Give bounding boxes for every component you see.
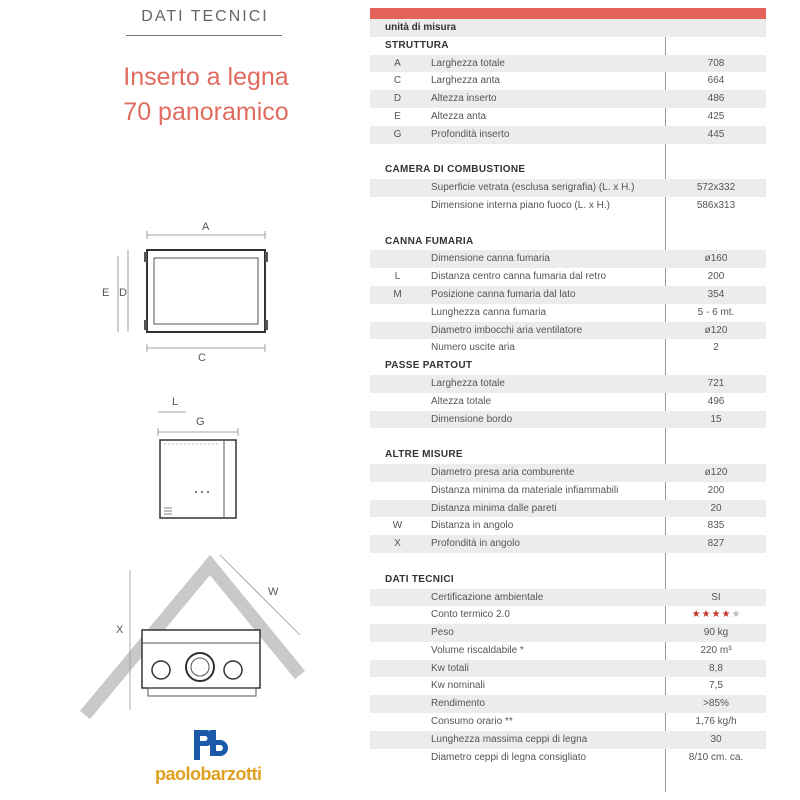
row-label: Superficie vetrata (esclusa serigrafia) (L. x H.): [431, 182, 635, 194]
rating-star-empty: ★: [731, 609, 741, 621]
row-label: Dimensione interna piano fuoco (L. x H.): [431, 199, 610, 211]
unit-of-measure-row: [370, 19, 766, 37]
row-label: Rendimento: [431, 698, 485, 710]
unit-of-measure-label: unità di misura: [385, 22, 457, 33]
spacer-row: [370, 553, 766, 571]
row-code: W: [392, 520, 403, 532]
dim-label-a: A: [202, 221, 210, 233]
section-header-row: [370, 446, 766, 464]
row-value: 15: [710, 413, 722, 425]
row-label: Kw nominali: [431, 680, 485, 692]
row-label: Distanza centro canna fumaria dal retro: [431, 271, 607, 283]
row-value: 354: [707, 288, 725, 300]
row-value: ø120: [704, 466, 728, 478]
row-value: 1,76 kg/h: [695, 716, 737, 728]
row-label: Lunghezza massima ceppi di legna: [431, 733, 588, 745]
row-code: E: [394, 110, 401, 122]
row-value: 200: [707, 271, 725, 283]
section-title: STRUTTURA: [385, 39, 449, 51]
table-row: [370, 411, 766, 429]
row-code: G: [393, 128, 402, 140]
row-value: 8,8: [709, 662, 723, 674]
row-value: 835: [707, 520, 725, 532]
row-value: 425: [707, 110, 725, 122]
row-value: [666, 606, 766, 624]
row-value: ø160: [704, 253, 728, 265]
table-row: [370, 731, 766, 749]
section-header-row: [370, 571, 766, 589]
row-label: Numero uscite aria: [431, 342, 515, 354]
section-header-row: [370, 357, 766, 375]
header-divider: [126, 35, 282, 36]
table-row: [370, 322, 766, 340]
dim-label-w: W: [268, 586, 279, 598]
row-value: 708: [707, 57, 725, 69]
spacer-row: [370, 215, 766, 233]
dim-label-e: E: [102, 287, 110, 299]
brand-logo-text: paolobarzotti: [155, 764, 262, 784]
side-view-drawing: [150, 400, 260, 525]
row-value: >85%: [703, 698, 729, 710]
row-code: D: [393, 93, 402, 105]
dim-label-l: L: [172, 396, 179, 408]
row-code: X: [394, 538, 401, 550]
row-value: 486: [707, 93, 725, 105]
row-value: 220 m³: [700, 644, 732, 656]
row-label: Distanza minima da materiale infiammabili: [431, 484, 619, 496]
row-value: 664: [707, 75, 725, 87]
section-title: ALTRE MISURE: [385, 449, 463, 461]
row-label: Altezza totale: [431, 395, 492, 407]
row-label: Distanza in angolo: [431, 520, 514, 532]
row-value: 827: [707, 538, 725, 550]
row-value: 572x332: [696, 182, 736, 194]
product-title-line2: 70 panoramico: [123, 98, 289, 126]
table-row: [370, 606, 766, 624]
row-label: Altezza anta: [431, 110, 487, 122]
table-row: [370, 286, 766, 304]
row-label: Certificazione ambientale: [431, 591, 544, 603]
row-label: Larghezza anta: [431, 75, 500, 87]
table-row: [370, 268, 766, 286]
product-title-line1: Inserto a legna: [123, 63, 289, 91]
table-row: [370, 179, 766, 197]
front-view-drawing: [100, 220, 290, 370]
page-header-title: DATI TECNICI: [141, 8, 269, 25]
technical-data-table: [370, 8, 766, 766]
table-body: [370, 19, 766, 766]
table-row: [370, 749, 766, 767]
dim-label-d: D: [119, 287, 127, 299]
section-header-row: [370, 161, 766, 179]
row-label: Diametro presa aria comburente: [431, 466, 575, 478]
row-label: Profondità inserto: [431, 128, 510, 140]
dim-label-x: X: [116, 624, 124, 636]
table-row: [370, 464, 766, 482]
row-value: 445: [707, 128, 725, 140]
row-code: L: [394, 271, 401, 283]
table-row: [370, 695, 766, 713]
row-value: 7,5: [709, 680, 723, 692]
row-value: SI: [711, 591, 721, 603]
section-header-row: [370, 37, 766, 55]
product-title: [96, 60, 316, 130]
section-title: PASSE PARTOUT: [385, 360, 473, 372]
table-row: [370, 197, 766, 215]
corner-view-drawing: [70, 545, 310, 720]
row-value: 90 kg: [703, 627, 729, 639]
table-row: [370, 304, 766, 322]
row-label: Consumo orario **: [431, 716, 513, 728]
row-code: M: [393, 288, 402, 300]
row-label: Kw totali: [431, 662, 469, 674]
row-label: Diametro imbocchi aria ventilatore: [431, 324, 583, 336]
section-header-row: [370, 233, 766, 251]
table-row: [370, 517, 766, 535]
row-value: 586x313: [696, 199, 736, 211]
table-row: [370, 482, 766, 500]
table-row: [370, 713, 766, 731]
dim-label-c: C: [198, 352, 206, 364]
dim-label-g: G: [196, 416, 205, 428]
spacer-row: [370, 428, 766, 446]
table-row: [370, 624, 766, 642]
row-value: 496: [707, 395, 725, 407]
section-title: CAMERA DI COMBUSTIONE: [385, 164, 526, 176]
row-label: Posizione canna fumaria dal lato: [431, 288, 576, 300]
row-value: 721: [707, 377, 725, 389]
table-row: [370, 250, 766, 268]
table-header-bar: [370, 8, 766, 19]
row-value: ø120: [704, 324, 728, 336]
section-title: DATI TECNICI: [385, 573, 454, 585]
row-value: 20: [710, 502, 722, 514]
row-label: Conto termico 2.0: [431, 609, 510, 621]
row-label: Dimensione canna fumaria: [431, 253, 550, 265]
rating-stars-filled: ★★★★: [691, 609, 732, 621]
table-row: [370, 55, 766, 73]
table-row: [370, 642, 766, 660]
row-value: 200: [707, 484, 725, 496]
row-code: C: [393, 75, 402, 87]
table-row: [370, 589, 766, 607]
row-value: 5 - 6 mt.: [697, 306, 735, 318]
row-label: Distanza minima dalle pareti: [431, 502, 557, 514]
row-label: Larghezza totale: [431, 57, 505, 69]
table-row: [370, 108, 766, 126]
row-label: Lunghezza canna fumaria: [431, 306, 547, 318]
row-label: Volume riscaldabile *: [431, 644, 524, 656]
table-row: [370, 90, 766, 108]
row-label: Diametro ceppi di legna consigliato: [431, 751, 587, 763]
brand-logo-icon: [190, 728, 230, 762]
row-value: 30: [710, 733, 722, 745]
table-row: [370, 535, 766, 553]
section-title: CANNA FUMARIA: [385, 235, 474, 247]
row-label: Profondità in angolo: [431, 538, 520, 550]
table-row: [370, 126, 766, 144]
row-label: Peso: [431, 627, 454, 639]
table-row: [370, 660, 766, 678]
row-label: Dimensione bordo: [431, 413, 513, 425]
table-row: [370, 393, 766, 411]
row-value: 8/10 cm. ca.: [688, 751, 744, 763]
spacer-row: [370, 144, 766, 162]
table-row: [370, 500, 766, 518]
table-row: [370, 339, 766, 357]
table-row: [370, 375, 766, 393]
row-label: Larghezza totale: [431, 377, 505, 389]
row-code: A: [394, 57, 401, 69]
table-row: [370, 72, 766, 90]
table-row: [370, 677, 766, 695]
row-value: 2: [713, 342, 719, 354]
row-label: Altezza inserto: [431, 93, 497, 105]
